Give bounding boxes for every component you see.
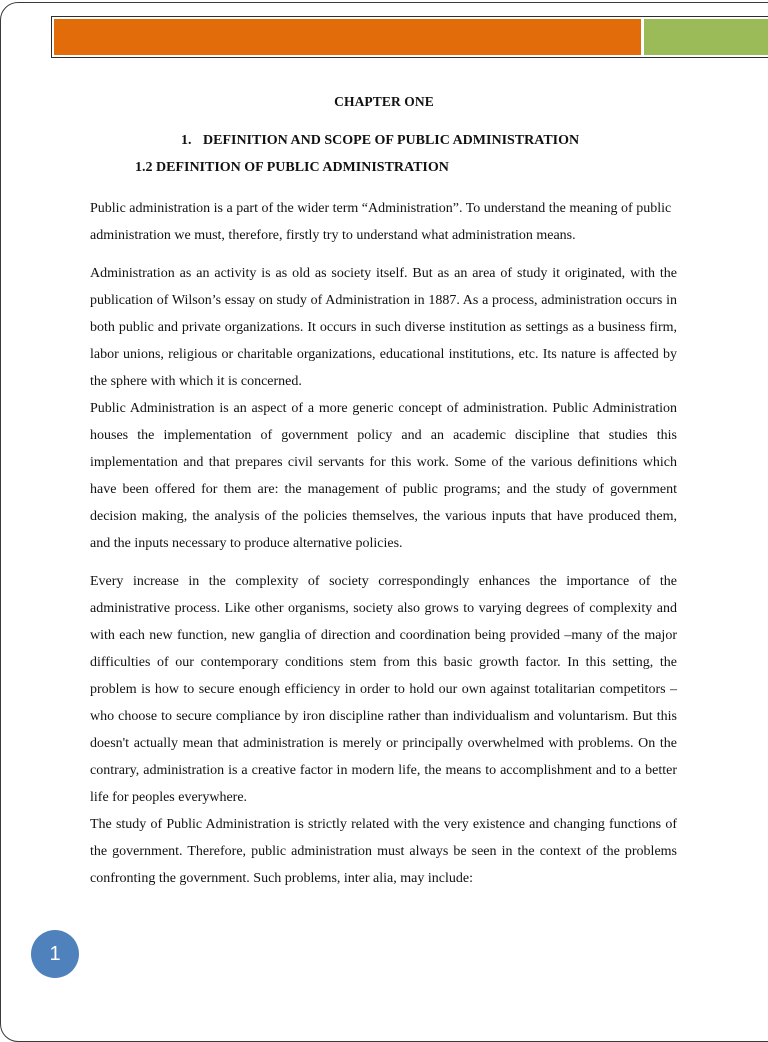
header-orange-bar	[54, 19, 641, 55]
subsection-heading: 1.2 DEFINITION OF PUBLIC ADMINISTRATION	[135, 160, 449, 175]
paragraph-intro: Public administration is a part of the wider term “Administration”. To understand the meaning of public administration we must, therefore, firstly try to understand what administration means.	[90, 201, 672, 243]
header-green-bar	[644, 19, 768, 55]
section-heading-text: DEFINITION AND SCOPE OF PUBLIC ADMINISTRATION	[203, 133, 580, 148]
paragraph-administration-history: Administration as an activity is as old as society itself. But as an area of study it originated, with the publication of Wilson’s essay on study of Administration in 1887. As a process, administration occurs in both public and private organizations. It occurs in such diverse institution as settings as a business firm, labor unions, religious or charitable organizations, educational institutions, etc. Its nature is affected by the sphere with which it is concerned.	[90, 266, 677, 389]
section-number: 1.	[181, 133, 192, 148]
paragraph-study-scope: The study of Public Administration is strictly related with the very existence and changing functions of the government. Therefore, public administration must always be seen in the context of the problems confronting the government. Such problems, inter alia, may include:	[90, 817, 677, 886]
paragraph-block-history	[90, 260, 677, 557]
page-number-badge: 1	[31, 930, 79, 978]
paragraph-block-complexity	[90, 568, 677, 892]
paragraph-public-admin-definitions: Public Administration is an aspect of a more generic concept of administration. Public Administration houses the implementation of government policy and an academic discipline that studies this implementation and that prepares civil servants for this work. Some of the various definitions which have been offered for them are: the management of public programs; and the study of government decision making, the analysis of the policies themselves, the various inputs that have produced them, and the inputs necessary to produce alternative policies.	[90, 401, 677, 551]
section-heading	[181, 133, 579, 149]
chapter-title: CHAPTER ONE	[334, 94, 434, 109]
paragraph-society-complexity: Every increase in the complexity of society correspondingly enhances the importance of the administrative process. Like other organisms, society also grows to varying degrees of complexity and with each new function, new ganglia of direction and coordination being provided –many of the major difficulties of our contemporary conditions stem from this basic growth factor. In this setting, the problem is how to secure enough efficiency in order to hold our own against totalitarian competitors –who choose to secure compliance by iron discipline rather than individualism and voluntarism. But this doesn't actually mean that administration is merely or principally overwhelmed with problems. On the contrary, administration is a creative factor in modern life, the means to accomplishment and to a better life for peoples everywhere.	[90, 574, 677, 805]
